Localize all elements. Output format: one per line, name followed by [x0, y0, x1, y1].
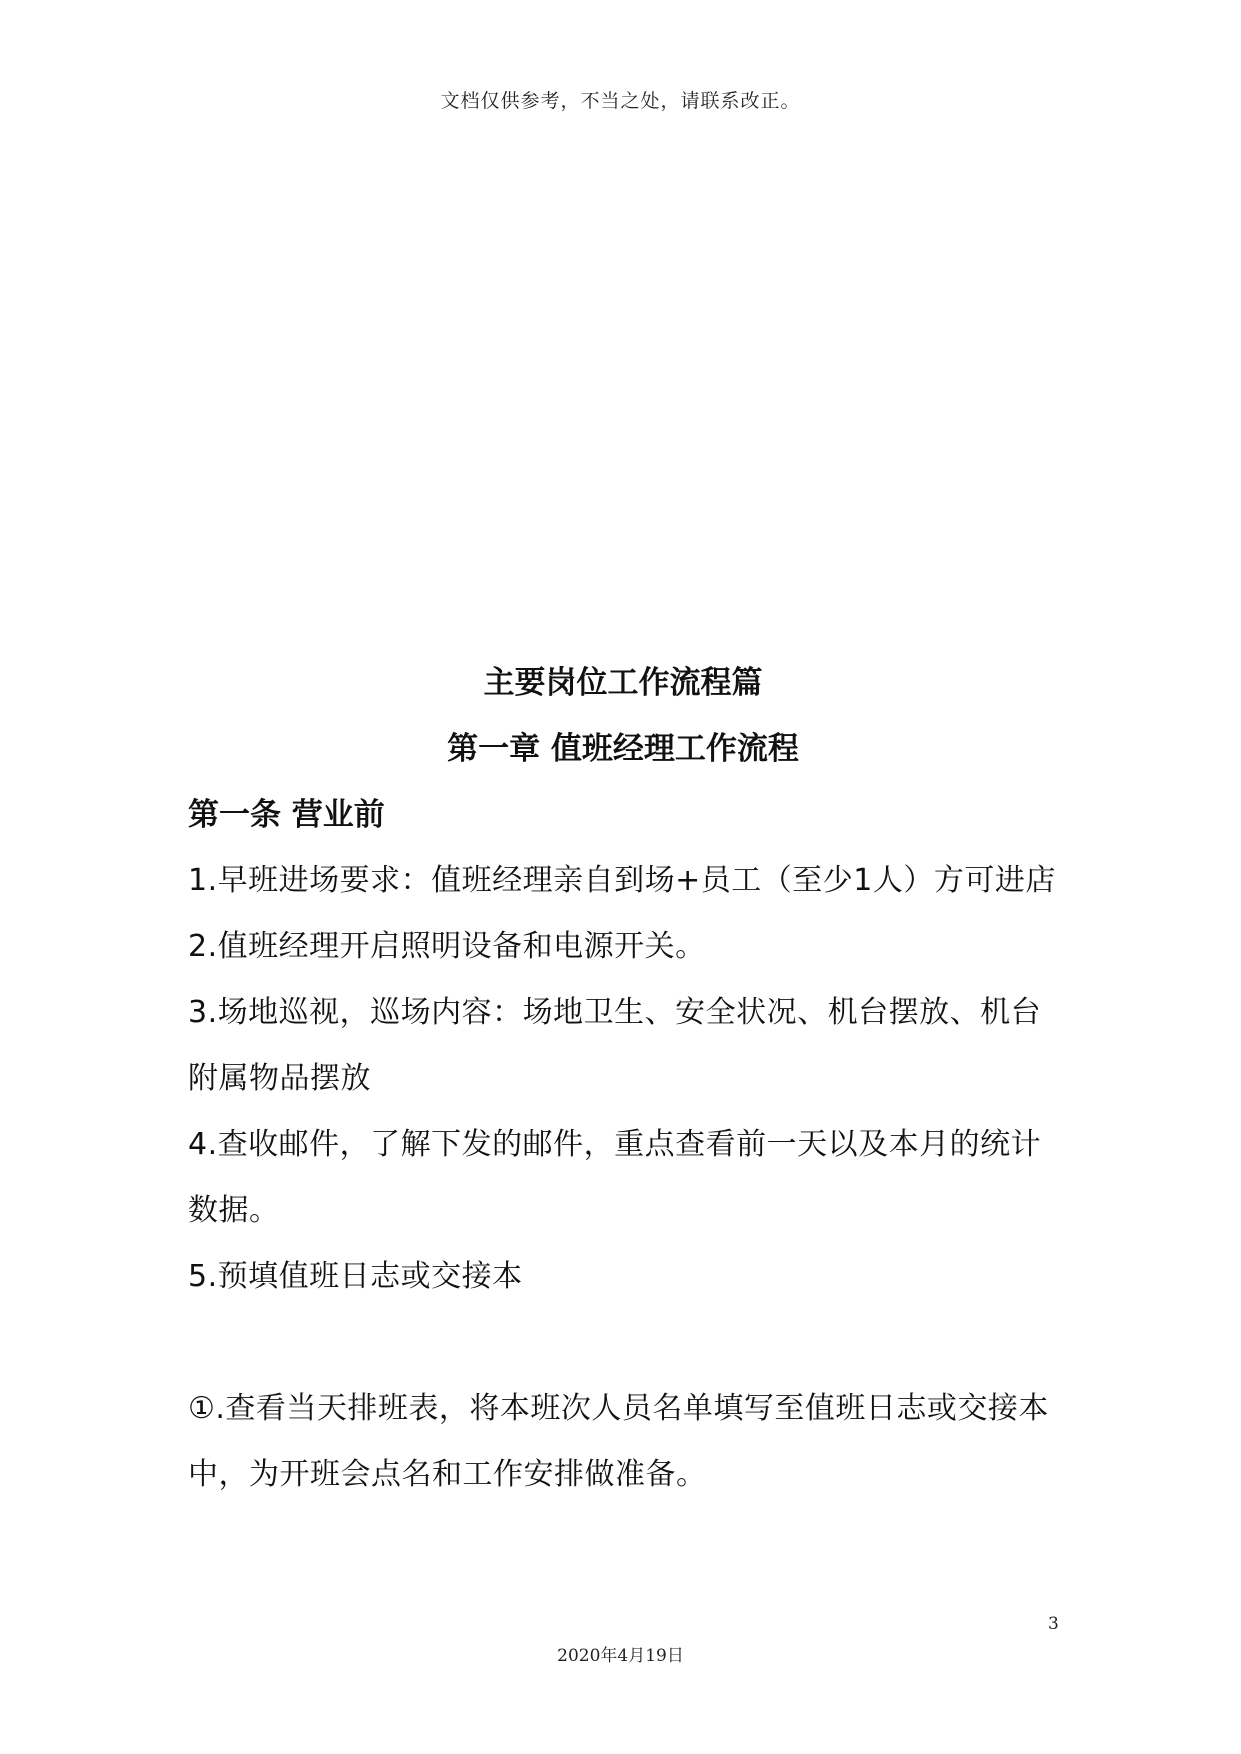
paragraph-4: 4.查收邮件，了解下发的邮件，重点查看前一天以及本月的统计数据。: [188, 1127, 1042, 1228]
paragraph-2: 2.值班经理开启照明设备和电源开关。: [188, 929, 706, 964]
main-title: 主要岗位工作流程篇: [483, 665, 763, 701]
paragraph-3: 3.场地巡视，巡场内容：场地卫生、安全状况、机台摆放、机台附属物品摆放: [188, 995, 1042, 1096]
paragraph-1: 1.早班进场要求：值班经理亲自到场+员工（至少1人）方可进店: [188, 863, 1056, 898]
document-body: [188, 650, 1058, 1508]
chapter-title: 第一章 值班经理工作流程: [447, 731, 799, 767]
paragraph-6: ①.查看当天排班表，将本班次人员名单填写至值班日志或交接本中，为开班会点名和工作安排做准备。: [188, 1391, 1049, 1492]
section-title: 第一条 营业前: [188, 797, 385, 833]
header-note: 文档仅供参考，不当之处，请联系改正。: [440, 90, 801, 112]
blank-line: [188, 1310, 1058, 1376]
page-number: 3: [1048, 1614, 1059, 1634]
footer-date: 2020年4月19日: [557, 1646, 684, 1666]
paragraph-5: 5.预填值班日志或交接本: [188, 1259, 523, 1294]
